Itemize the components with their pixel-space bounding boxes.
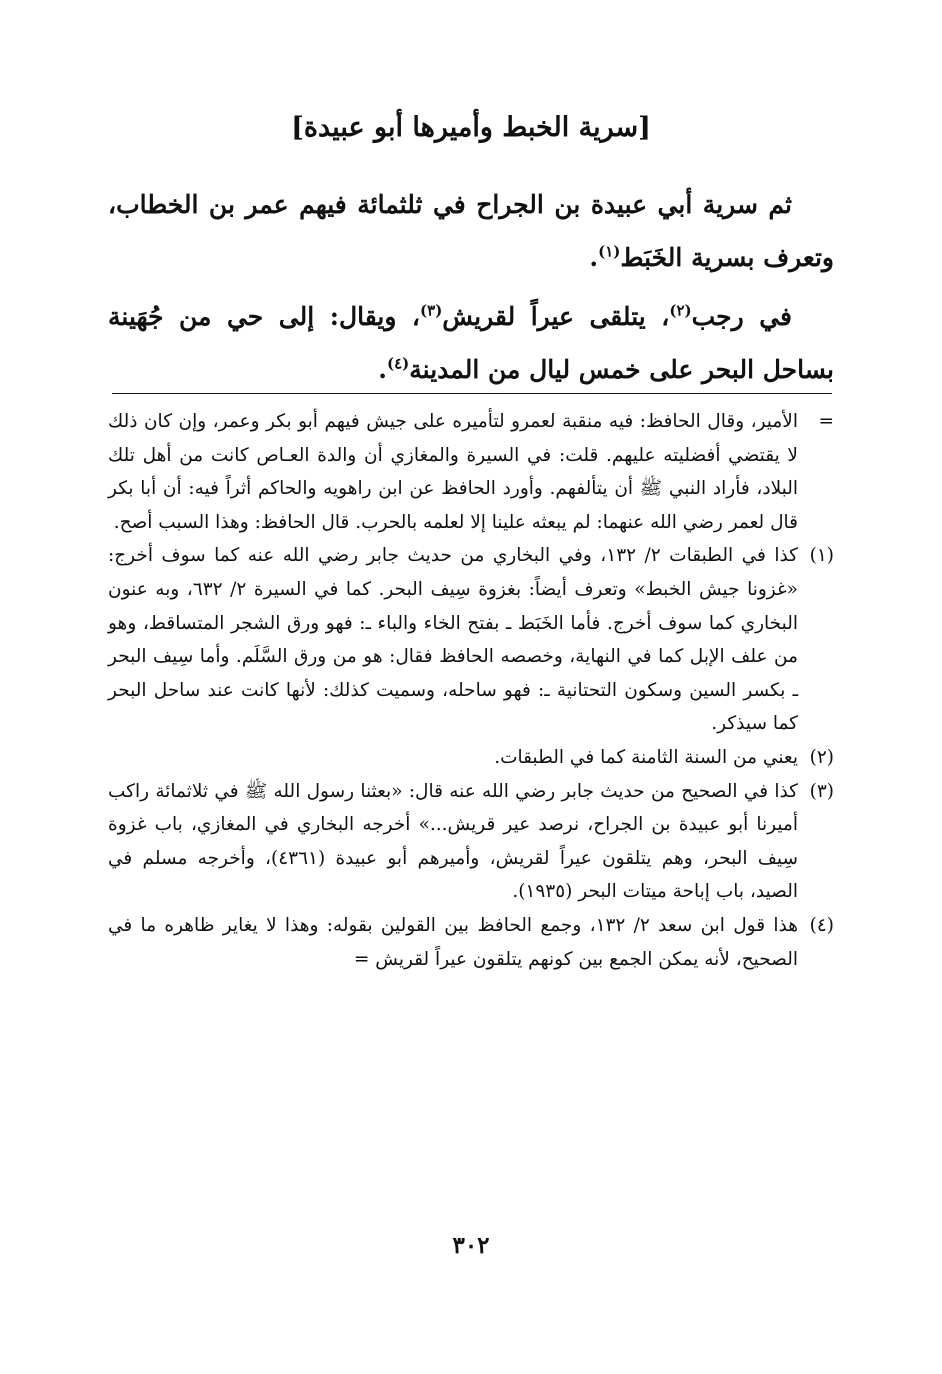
- footnote-marker: (١): [809, 545, 834, 567]
- paragraph-text: ، يتلقى عيراً لقريش: [442, 302, 670, 331]
- section-title: [سرية الخبط وأميرها أبو عبيدة]: [291, 112, 651, 143]
- footnote-4: [108, 909, 834, 976]
- footnote-reference[interactable]: (٣): [420, 301, 443, 320]
- paragraph-text: في رجب: [691, 302, 793, 331]
- paragraph-text: ، ويقال: إلى حي من جُهَينة بساحل البحر على خمس ليال من المدينة: [108, 302, 834, 384]
- footnote-marker: (٤): [809, 914, 834, 936]
- paragraph-punctuation: .: [589, 243, 599, 272]
- footnote-separator: [112, 393, 832, 394]
- main-paragraph: [108, 178, 834, 284]
- footnote-reference[interactable]: (٢): [669, 301, 692, 320]
- footnote-text: يعني من السنة الثامنة كما في الطبقات.: [494, 746, 798, 768]
- footnote-text: الأمير، وقال الحافظ: فيه منقبة لعمرو لتأميره على جيش فيهم أبو بكر وعمر، وإن كان ذلك لا يقتضي أفضليته عليهم. قلت: في السيرة والمغازي أن والدة العـاص كانت من أهل تلك البلاد، فأراد النبي ﷺ أن يتألفهم. وأورد الحافظ عن ابن راهويه والحاكم أثراً فيه: أن أبا بكر قال لعمر رضي الله عنهما: لم يبعثه علينا إلا لعلمه بالحرب. قال الحافظ: وهذا السبب أصح.: [108, 411, 798, 533]
- footnote-marker: (٣): [809, 780, 834, 802]
- footnote-marker: (٢): [809, 746, 834, 768]
- footnote-text: هذا قول ابن سعد ٢/ ١٣٢، وجمع الحافظ بين القولين بقوله: وهذا لا يغاير ظاهره ما في الصحيح، لأنه يمكن الجمع بين كونهم يتلقون عيراً لقريش =: [108, 914, 798, 970]
- paragraph-punctuation: .: [378, 355, 387, 384]
- footnote-text: كذا في الصحيح من حديث جابر رضي الله عنه قال: «بعثنا رسول الله ﷺ في ثلاثمائة راكب أميرنا أبو عبيدة بن الجراح، نرصد عير قريش...» أخرجه البخاري في المغازي، باب غزوة سِيف البحر، وهم يتلقون عيراً لقريش، وأميرهم أبو عبيدة (٤٣٦١)، وأخرجه مسلم في الصيد، باب إباحة ميتات البحر (١٩٣٥).: [108, 780, 799, 903]
- page-number: ٣٠٢: [452, 1232, 490, 1259]
- footnote-text: كذا في الطبقات ٢/ ١٣٢، وفي البخاري من حديث جابر رضي الله عنه كما سوف أخرج: «غزونا جيش الخبط» وتعرف أيضاً: بغزوة سِيف البحر. كما في السيرة ٢/ ٦٣٢، وبه عنون البخاري كما سوف أخرج. فأما الخَبَط ـ بفتح الخاء والباء ـ: فهو ورق الشجر المتساقط، وهو من علف الإبل كما في النهاية، وخصصه الحافظ فقال: هو من ورق السَّلَم. وأما سِيف البحر ـ بكسر السين وسكون التحتانية ـ: فهو ساحله، وسميت كذلك: لأنها كانت عند ساحل البحر كما سيذكر.: [108, 545, 799, 735]
- footnote-3: [108, 775, 834, 909]
- footnote-1: [108, 539, 834, 741]
- footnotes-section: [108, 405, 834, 976]
- footnote-reference[interactable]: (٤): [386, 354, 410, 373]
- paragraph-text: ثم سرية أبي عبيدة بن الجراح في ثلثمائة فيهم عمر بن الخطاب، وتعرف بسرية الخَبَط: [108, 190, 834, 272]
- footnote-reference[interactable]: (١): [598, 242, 621, 261]
- main-paragraph: [108, 290, 834, 396]
- footnote-continuation: [108, 405, 834, 539]
- footnote-marker: =: [818, 411, 834, 432]
- footnote-2: [108, 741, 834, 775]
